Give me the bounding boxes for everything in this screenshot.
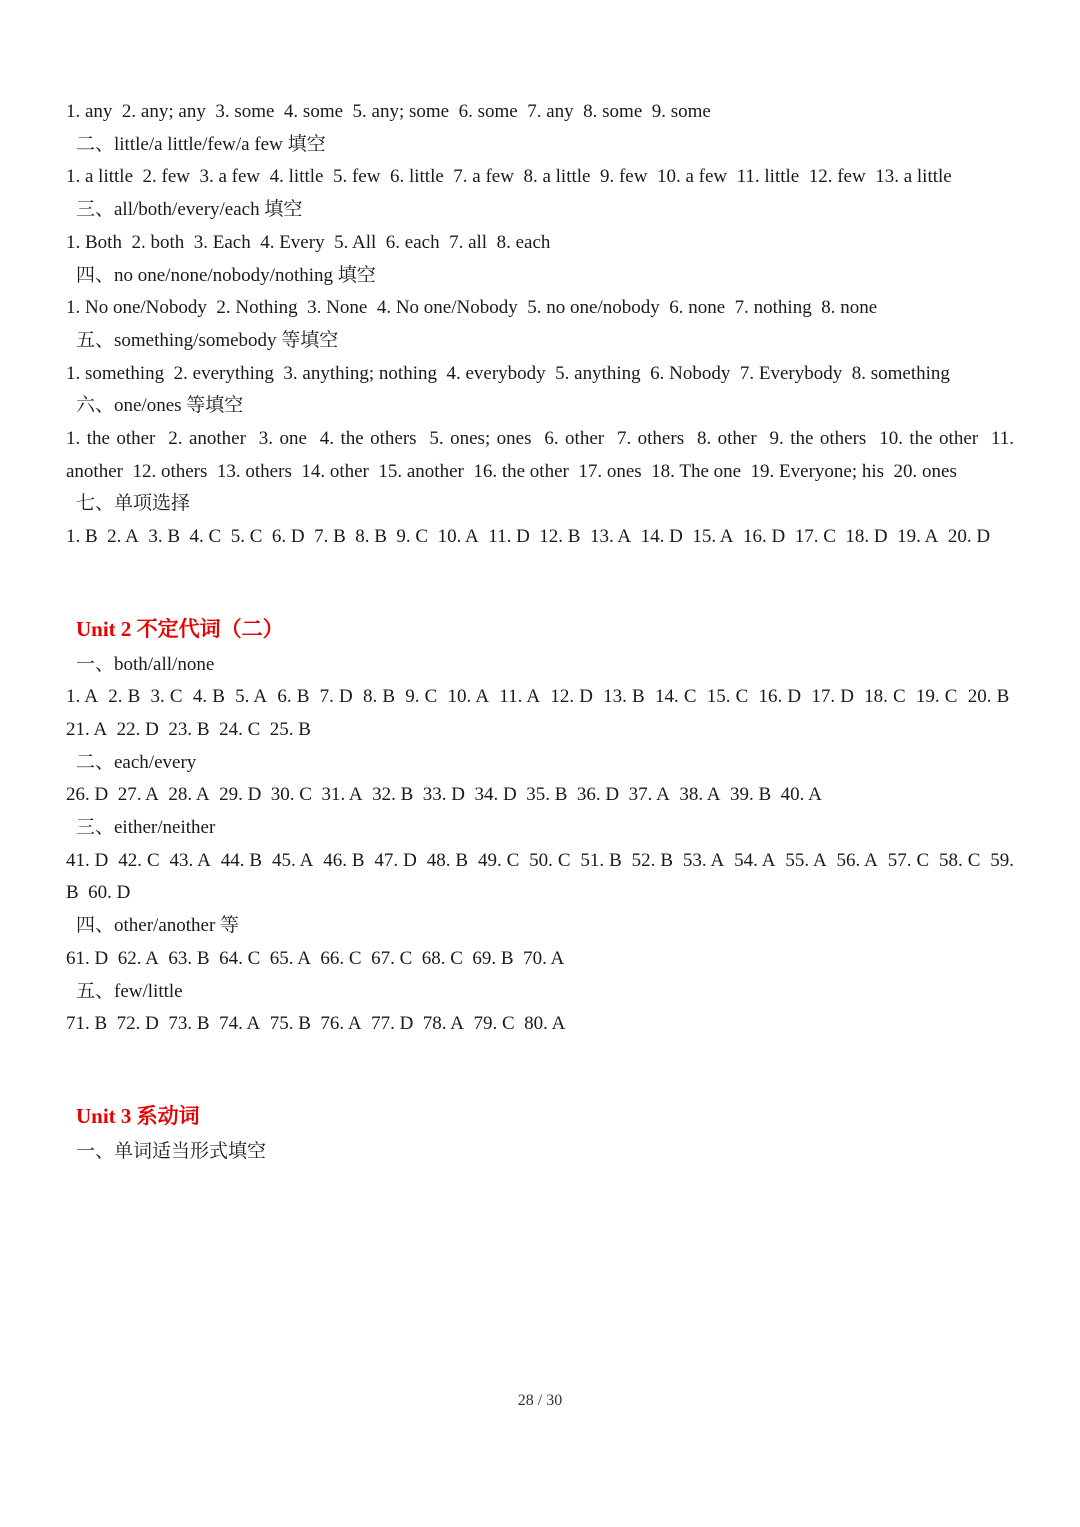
section-heading: 六、one/ones 等填空 (76, 395, 244, 417)
answer-line: 1. something 2. everything 3. anything; nothing 4. everybody 5. anything 6. Nobody 7. Everybody 8. something (66, 362, 950, 384)
answer-line: 71. B 72. D 73. B 74. A 75. B 76. A 77. D 78. A 79. C 80. A (66, 1013, 566, 1035)
answer-line: 1. A 2. B 3. C 4. B 5. A 6. B 7. D 8. B 9. C 10. A 11. A 12. D 13. B 14. C 15. C 16. D 17. D 18. C 19. C 20. B 21. A 22. D 23. B 24. C 25. B (66, 686, 1014, 740)
section-heading: 一、both/all/none (76, 653, 215, 675)
section-heading: 三、either/neither (76, 817, 216, 839)
section-heading: 五、something/somebody 等填空 (76, 329, 339, 351)
answer-line: 26. D 27. A 28. A 29. D 30. C 31. A 32. B 33. D 34. D 35. B 36. D 37. A 38. A 39. B 40. A (66, 784, 822, 806)
section-heading: 四、other/another 等 (76, 915, 240, 937)
page-number: 28 / 30 (517, 1392, 563, 1409)
answer-line: 1. the other 2. another 3. one 4. the others 5. ones; ones 6. other 7. others 8. other 9. the others 10. the other 11. another 12. others 13. others 14. other 15. another 16. the other 17. ones 18. The one 19. Everyone; his 20. ones (66, 428, 1014, 482)
answer-line: 1. Both 2. both 3. Each 4. Every 5. All 6. each 7. all 8. each (66, 231, 551, 253)
section-heading: 一、单词适当形式填空 (76, 1140, 267, 1162)
section-heading: 二、each/every (76, 751, 197, 773)
answer-line: 1. a little 2. few 3. a few 4. little 5. few 6. little 7. a few 8. a little 9. few 10. a few 11. little 12. few 13. a little (66, 166, 952, 188)
document-content (66, 96, 1014, 1168)
answer-line: 41. D 42. C 43. A 44. B 45. A 46. B 47. D 48. B 49. C 50. C 51. B 52. B 53. A 54. A 55. A 56. A 57. C 58. C 59. B 60. D (66, 849, 1014, 904)
answer-line: 61. D 62. A 63. B 64. C 65. A 66. C 67. C 68. C 69. B 70. A (66, 947, 565, 969)
section-heading: 二、little/a little/few/a few 填空 (76, 133, 326, 155)
section-heading: 五、few/little (76, 980, 183, 1002)
section-heading: 七、单项选择 (76, 493, 191, 515)
answer-line: 1. any 2. any; any 3. some 4. some 5. any; some 6. some 7. any 8. some 9. some (66, 101, 711, 122)
unit-heading: Unit 2 不定代词（二） (76, 616, 284, 641)
section-heading: 四、no one/none/nobody/nothing 填空 (76, 264, 376, 286)
answer-line: 1. B 2. A 3. B 4. C 5. C 6. D 7. B 8. B 9. C 10. A 11. D 12. B 13. A 14. D 15. A 16. D 17. C 18. D 19. A 20. D (66, 526, 991, 548)
section-heading: 三、all/both/every/each 填空 (76, 199, 303, 221)
answer-line: 1. No one/Nobody 2. Nothing 3. None 4. No one/Nobody 5. no one/nobody 6. none 7. nothing 8. none (66, 297, 878, 319)
unit-heading: Unit 3 系动词 (76, 1103, 200, 1128)
